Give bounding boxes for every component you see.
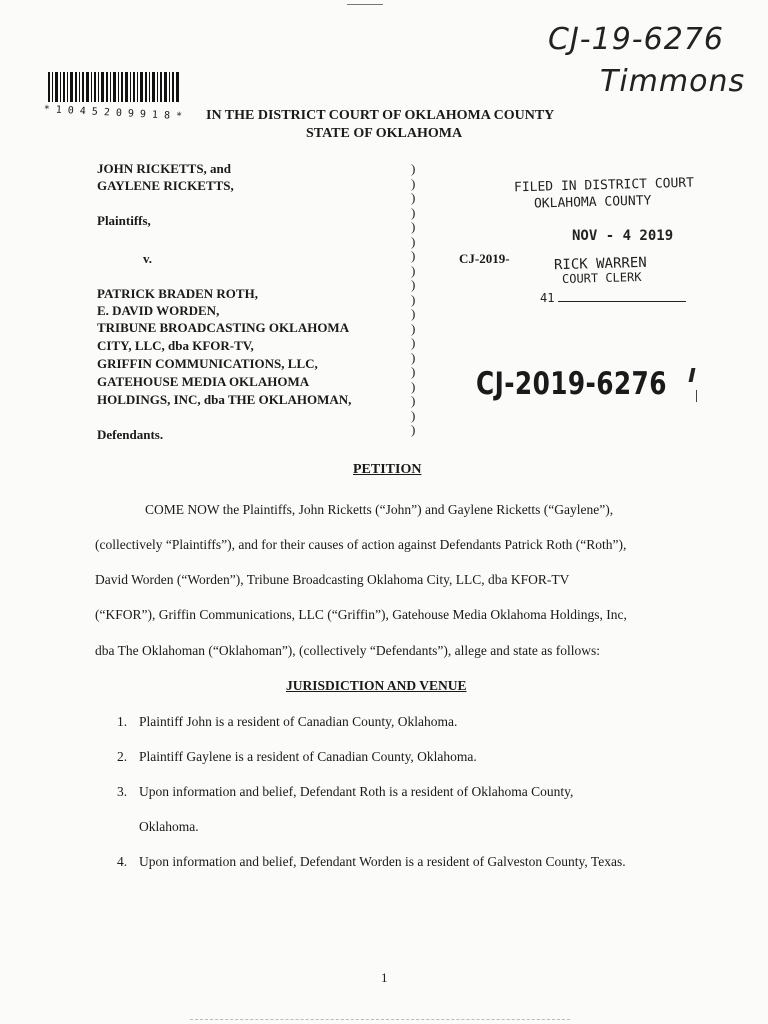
defendant-line-7: HOLDINGS, INC, dba THE OKLAHOMAN, — [97, 392, 352, 407]
item-4-number: 4. — [117, 854, 128, 869]
clerk-number: 41 — [540, 291, 555, 305]
clerk-signature-line — [558, 301, 686, 302]
item-2-text: Plaintiff Gaylene is a resident of Canadian County, Oklahoma. — [139, 749, 477, 764]
item-3-text: Upon information and belief, Defendant Roth is a resident of Oklahoma County, — [139, 784, 574, 799]
defendant-line-2: E. DAVID WORDEN, — [97, 303, 220, 318]
versus-label: v. — [143, 251, 153, 266]
defendant-line-4: CITY, LLC, dba KFOR-TV, — [97, 338, 254, 353]
barcode-graphic — [48, 72, 180, 102]
filed-stamp-line-2: OKLAHOMA COUNTY — [533, 193, 652, 212]
plaintiff-name-2: GAYLENE RICKETTS, — [97, 178, 234, 193]
handwritten-name: Timmons — [600, 64, 746, 99]
item-2-number: 2. — [117, 749, 128, 764]
barcode-number: * 1 0 4 5 2 0 9 9 1 8 * — [43, 104, 183, 123]
intro-line-1: COME NOW the Plaintiffs, John Ricketts (“John”) and Gaylene Ricketts (“Gaylene”), — [145, 502, 614, 517]
clerk-title: COURT CLERK — [561, 269, 642, 287]
handwritten-case-number: CJ-19-6276 — [548, 22, 724, 57]
caption-parentheses: ) ) ) ) ) ) ) ) ) ) ) ) ) ) ) ) ) ) ) — [411, 161, 416, 437]
defendant-line-6: GATEHOUSE MEDIA OKLAHOMA — [97, 374, 310, 389]
intro-line-3: David Worden (“Worden”), Tribune Broadcasting Oklahoma City, LLC, dba KFOR-TV — [95, 572, 570, 587]
item-1-number: 1. — [117, 714, 128, 729]
defendant-line-5: GRIFFIN COMMUNICATIONS, LLC, — [97, 356, 318, 371]
intro-line-4: (“KFOR”), Griffin Communications, LLC (“Griffin”), Gatehouse Media Oklahoma Holdings, Inc, — [95, 607, 627, 622]
filed-stamp — [510, 176, 720, 306]
clerk-name: RICK WARREN — [553, 254, 647, 274]
scan-mark-bottom — [190, 1019, 570, 1021]
intro-line-5: dba The Oklahoman (“Oklahoman”), (collectively “Defendants”), allege and state as follows: — [95, 643, 601, 658]
item-3-number: 3. — [117, 784, 128, 799]
scan-mark-top — [347, 4, 383, 5]
defendants-label: Defendants. — [97, 427, 164, 442]
state-header: STATE OF OKLAHOMA — [306, 126, 463, 141]
page-number: 1 — [381, 970, 388, 985]
item-4-text: Upon information and belief, Defendant Worden is a resident of Galveston County, Texas. — [139, 854, 626, 869]
case-number-stamp: CJ-2019-6276 — [476, 366, 667, 402]
item-1-text: Plaintiff John is a resident of Canadian County, Oklahoma. — [139, 714, 458, 729]
court-header: IN THE DISTRICT COURT OF OKLAHOMA COUNTY — [206, 108, 555, 123]
petition-title: PETITION — [353, 462, 422, 477]
intro-line-2: (collectively “Plaintiffs”), and for their causes of action against Defendants Patrick Roth (“Roth”), — [95, 537, 627, 552]
plaintiffs-label: Plaintiffs, — [97, 213, 151, 228]
stamp-tick — [696, 390, 697, 402]
filed-stamp-line-1: FILED IN DISTRICT COURT — [513, 175, 695, 196]
filed-stamp-date: NOV - 4 2019 — [572, 228, 674, 244]
section-heading: JURISDICTION AND VENUE — [286, 678, 467, 693]
item-3-continuation: Oklahoma. — [139, 819, 199, 834]
case-number-label: CJ-2019- — [459, 251, 510, 266]
stamp-mark — [689, 368, 696, 382]
defendant-line-3: TRIBUNE BROADCASTING OKLAHOMA — [97, 320, 350, 335]
defendant-line-1: PATRICK BRADEN ROTH, — [97, 286, 258, 301]
plaintiff-name-1: JOHN RICKETTS, and — [97, 161, 232, 176]
